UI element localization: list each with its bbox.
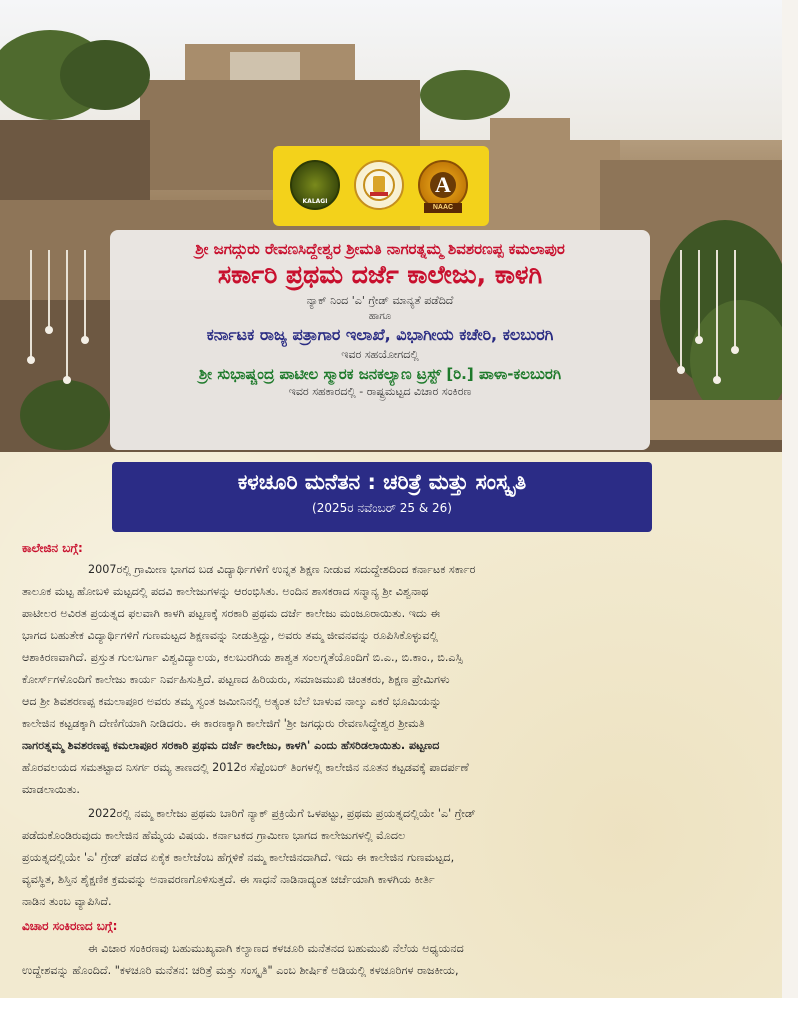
paragraph-line: 2007ರಲ್ಲಿ ಗ್ರಾಮೀಣ ಭಾಗದ ಬಡ ವಿದ್ಯಾರ್ಥಿಗಳಿಗೆ ಉನ್ನತ ಶಿಕ್ಷಣ ನೀಡುವ ಸದುದ್ದೇಶದಿಂದ ಕರ್ನಾಟಕ ಸರ್ಕಾರ: [88, 563, 476, 576]
paragraph-line: ತಾಲೂಕ ಮಟ್ಟ ಹೋಬಳಿ ಮಟ್ಟದಲ್ಲಿ ಪದವಿ ಕಾಲೇಜುಗಳನ್ನು ಆರಂಭಿಸಿತು. ಅಂದಿನ ಶಾಸಕರಾದ ಸನ್ಮಾನ್ಯ ಶ್ರೀ ವಿಶ್ವನಾಥ: [22, 585, 429, 598]
seminar-title-banner: [112, 462, 652, 532]
archives-department-line: ಕರ್ನಾಟಕ ರಾಜ್ಯ ಪತ್ರಾಗಾರ ಇಲಾಖೆ, ವಿಭಾಗೀಯ ಕಚೇರಿ, ಕಲಬುರಗಿ: [206, 325, 554, 344]
naac-grade-letter: A: [430, 172, 456, 198]
garland-decoration: [30, 250, 32, 360]
paragraph-line: ಭಾಗದ ಬಹುತೇಕ ವಿದ್ಯಾರ್ಥಿಗಳಿಗೆ ಗುಣಮಟ್ಟದ ಶಿಕ್ಷಣವನ್ನು ನೀಡುತ್ತಿದ್ದು, ಅವರು ತಮ್ಮ ಜೀವನವನ್ನು ರೂಪಿಸಿಕೊಳ್ಳುವಲ್ಲಿ: [22, 629, 438, 642]
karnataka-govt-emblem-icon: [354, 160, 404, 210]
seminar-type-line: ಇವರ ಸಹಕಾರದಲ್ಲಿ - ರಾಷ್ಟ್ರಮಟ್ಟದ ವಿಚಾರ ಸಂಕಿರಣ: [288, 385, 472, 398]
garland-decoration: [66, 250, 68, 380]
tree-bottom-left: [20, 380, 110, 450]
bottom-margin: [0, 998, 798, 1024]
paragraph-line: ಆದ ಶ್ರೀ ಶಿವಶರಣಪ್ಪ ಕಮಲಾಪೂರ ಅವರು ತಮ್ಮ ಸ್ವಂತ ಜಮೀನಿನಲ್ಲಿ ಅತ್ಯಂತ ಬೆಲೆ ಬಾಳುವ ನಾಲ್ಕು ಎಕರೆ ಭೂಮಿಯನ್ನು: [22, 695, 442, 708]
garland-decoration: [734, 250, 736, 350]
paragraph-line: ಪಡೆದುಕೊಂಡಿರುವುದು ಕಾಲೇಜಿನ ಹೆಮ್ಮೆಯ ವಿಷಯ. ಕರ್ನಾಟಕದ ಗ್ರಾಮೀಣ ಭಾಗದ ಕಾಲೇಜುಗಳಲ್ಲಿ ಮೊದಲ: [22, 829, 406, 842]
and-line: ಹಾಗೂ: [368, 311, 392, 322]
fort-tower-window-block: [230, 52, 300, 80]
paragraph-line: ಕಾಲೇಜಿನ ಕಟ್ಟಡಕ್ಕಾಗಿ ದೇಣಿಗೆಯಾಗಿ ನೀಡಿದರು. ಈ ಕಾರಣಕ್ಕಾಗಿ ಕಾಲೇಜಿಗೆ 'ಶ್ರೀ ಜಗದ್ಗುರು ರೇವಣಸಿದ್ಧೇಶ್ವರ ಶ್ರೀಮತಿ: [22, 717, 425, 730]
naac-ribbon-label: NAAC: [424, 203, 462, 213]
garland-decoration: [84, 250, 86, 340]
collaboration-line: ಇವರ ಸಹಯೋಗದಲ್ಲಿ: [341, 348, 419, 361]
paragraph-line: ಕೋರ್ಸ್‌ಗಳೊಂದಿಗೆ ಕಾಲೇಜು ಕಾರ್ಯ ನಿರ್ವಹಿಸುತ್ತಿದೆ. ಪಟ್ಟಣದ ಹಿರಿಯರು, ಸಮಾಜಮುಖಿ ಚಿಂತಕರು, ಶಿಕ್ಷಣ ಪ್ರೇಮಿಗಳು: [22, 673, 450, 686]
college-emblem-icon: [290, 160, 340, 210]
title-panel: [110, 230, 650, 450]
paragraph-line: ಪ್ರಯತ್ನದಲ್ಲಿಯೇ 'ಎ' ಗ್ರೇಡ್ ಪಡೆದ ಏಕೈಕ ಕಾಲೇಜೆಂಬ ಹೆಗ್ಗಳಿಕೆ ನಮ್ಮ ಕಾಲೇಜಿನದಾಗಿದೆ. ಇದು ಈ ಕಾಲೇಜಿನ ಗುಣಮಟ್ಟದ,: [22, 851, 455, 864]
fort-arch: [490, 118, 570, 158]
about-college-para2: [22, 803, 770, 913]
garland-decoration: [48, 250, 50, 330]
college-name-line2: ಸರ್ಕಾರಿ ಪ್ರಥಮ ದರ್ಜೆ ಕಾಲೇಜು, ಕಾಳಗಿ: [217, 260, 543, 289]
about-college-heading: ಕಾಲೇಜಿನ ಬಗ್ಗೆ:: [22, 541, 83, 555]
garland-decoration: [716, 250, 718, 380]
naac-a-grade-seal-icon: [418, 160, 468, 210]
garland-decoration: [680, 250, 682, 370]
seminar-title: ಕಳಚೂರಿ ಮನೆತನ : ಚರಿತ್ರೆ ಮತ್ತು ಸಂಸ್ಕೃತಿ: [237, 470, 527, 494]
right-margin: [782, 0, 798, 998]
college-name-line1: ಶ್ರೀ ಜಗದ್ಗುರು ರೇವಣಸಿದ್ದೇಶ್ವರ ಶ್ರೀಮತಿ ನಾಗರತ್ನಮ್ಮ ಶಿವಶರಣಪ್ಪ ಕಮಲಾಪುರ: [195, 240, 565, 258]
paragraph-line: ಹೊರವಲಯದ ಸಮತಟ್ಟಾದ ನಿಸರ್ಗ ರಮ್ಯ ತಾಣದಲ್ಲಿ 2012ರ ಸೆಪ್ಟೆಂಬರ್ ತಿಂಗಳಲ್ಲಿ ಕಾಲೇಜಿನ ನೂತನ ಕಟ್ಟಡವಕ್ಕೆ ಪಾದರ್ಪಣೆ: [22, 761, 469, 774]
about-seminar-heading: ವಿಚಾರ ಸಂಕಿರಣದ ಬಗ್ಗೆ:: [22, 919, 118, 933]
seminar-date: (2025ರ ನವೆಂಬರ್ 25 & 26): [312, 501, 452, 515]
logo-strip: [273, 146, 489, 226]
paragraph-line: ಪಾಟೀಲರ ಅವಿರತ ಪ್ರಯತ್ನದ ಫಲವಾಗಿ ಕಾಳಗಿ ಪಟ್ಟಣಕ್ಕೆ ಸರಕಾರಿ ಪ್ರಥಮ ದರ್ಜೆ ಕಾಲೇಜು ಮಂಜೂರಾಯಿತು. ಇದು ಈ: [22, 607, 441, 620]
about-seminar-para: [22, 938, 770, 982]
paragraph-line: ಆಶಾಕಿರಣವಾಗಿದೆ. ಪ್ರಸ್ತುತ ಗುಲಬರ್ಗಾ ವಿಶ್ವವಿದ್ಯಾಲಯ, ಕಲಬುರಗಿಯ ಶಾಶ್ವತ ಸಂಲಗ್ನತೆಯೊಂದಿಗೆ ಬಿ.ಎ., ಬಿ.ಕಾಂ., ಬಿ.ಎಸ್ಸಿ: [22, 651, 463, 664]
paragraph-line: 2022ರಲ್ಲಿ ನಮ್ಮ ಕಾಲೇಜು ಪ್ರಥಮ ಬಾರಿಗೆ ನ್ಯಾಕ್ ಪ್ರಕ್ರಿಯೆಗೆ ಒಳಪಟ್ಟು, ಪ್ರಥಮ ಪ್ರಯತ್ನದಲ್ಲಿಯೇ 'ಎ' ಗ್ರೇಡ್: [88, 807, 476, 820]
paragraph-line: ವ್ಯವಸ್ಥಿತ, ಶಿಸ್ತಿನ ಶೈಕ್ಷಣಿಕ ಕ್ರಮವನ್ನು ಅನಾವರಣಗೊಳಿಸುತ್ತದೆ. ಈ ಸಾಧನೆ ನಾಡಿನಾದ್ಯಂತ ಚರ್ಚೆಯಾಗಿ ಕಾಳಗಿಯ ಕೀರ್ತಿ: [22, 873, 435, 886]
paragraph-line: ಮಾಡಲಾಯಿತು.: [22, 783, 80, 796]
tree-middle: [420, 70, 510, 120]
naac-accreditation-line: ನ್ಯಾಕ್ ನಿಂದ 'ಎ' ಗ್ರೇಡ್ ಮಾನ್ಯತೆ ಪಡೆದಿದೆ: [306, 294, 454, 307]
tree-left-2: [60, 40, 150, 110]
hero-fort-photo: [0, 0, 782, 452]
garland-decoration: [698, 250, 700, 340]
paragraph-line: ಉದ್ದೇಶವನ್ನು ಹೊಂದಿದೆ. "ಕಳಚೂರಿ ಮನೆತನ: ಚರಿತ್ರೆ ಮತ್ತು ಸಂಸ್ಕೃತಿ" ಎಂಬ ಶೀರ್ಷಿಕೆ ಅಡಿಯಲ್ಲಿ ಕಳಚೂರಿಗಳ ರಾಜಕೀಯ,: [22, 964, 459, 977]
fort-bottom-right-wall: [650, 400, 782, 440]
about-college-para1: [22, 559, 770, 801]
paragraph-line: ನಾಗರತ್ನಮ್ಮ ಶಿವಶರಣಪ್ಪ ಕಮಲಾಪೂರ ಸರಕಾರಿ ಪ್ರಥಮ ದರ್ಜೆ ಕಾಲೇಜು, ಕಾಳಗಿ' ಎಂದು ಹೆಸರಿಡಲಾಯಿತು. ಪಟ್ಟಣದ: [22, 739, 440, 752]
college-emblem-label: KALAGI: [302, 198, 328, 205]
paragraph-line: ಈ ವಿಚಾರ ಸಂಕಿರಣವು ಬಹುಮುಖ್ಯವಾಗಿ ಕಲ್ಯಾಣದ ಕಳಚೂರಿ ಮನೆತನದ ಬಹುಮುಖಿ ನೆಲೆಯ ಅಧ್ಯಯನದ: [88, 942, 464, 955]
trust-name-line: ಶ್ರೀ ಸುಭಾಷ್ಚಂದ್ರ ಪಾಟೀಲ ಸ್ಮಾರಕ ಜನಕಲ್ಯಾಣ ಟ್ರಸ್ಟ್ [ರಿ.] ಪಾಳಾ-ಕಲಬುರಗಿ: [198, 365, 562, 383]
paragraph-line: ನಾಡಿನ ತುಂಬ ವ್ಯಾಪಿಸಿದೆ.: [22, 895, 112, 908]
